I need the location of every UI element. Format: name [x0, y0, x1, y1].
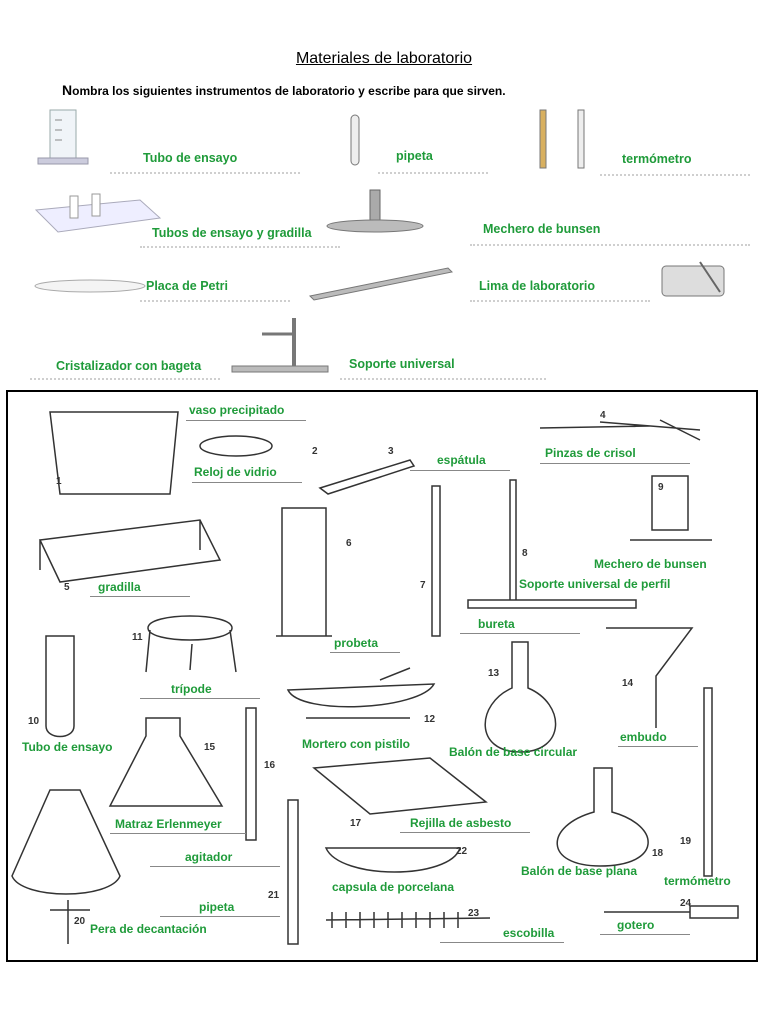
label-balon-plana: Balón de base plana: [521, 864, 638, 878]
label-placa-petri: Placa de Petri: [146, 279, 228, 293]
label-lima: Lima de laboratorio: [479, 279, 595, 293]
label-bureta: bureta: [478, 617, 515, 631]
stirring-rod-drawing: [246, 708, 256, 840]
bunsen-drawing: [630, 476, 712, 540]
test-tube-drawing: [46, 636, 74, 737]
answer-line: [160, 916, 280, 917]
separatory-funnel-drawing: [12, 790, 120, 944]
item-number: 24: [680, 898, 692, 909]
page-title: Materiales de laboratorio: [295, 50, 473, 67]
label-tubos-gradilla: Tubos de ensayo y gradilla: [152, 226, 312, 240]
label-tripode: trípode: [171, 682, 212, 696]
label-termometro: termómetro: [622, 152, 692, 166]
answer-line: [192, 482, 302, 483]
label-cristalizador: Cristalizador con bageta: [56, 359, 202, 373]
item-number: 21: [268, 890, 280, 901]
instruction-text: ombra los siguientes instrumentos de laboratorio y escribe para que sirven.: [72, 84, 506, 98]
answer-line: [150, 866, 280, 867]
crucible-tongs-drawing: [540, 420, 700, 440]
answer-line: [540, 463, 690, 464]
item-number: 13: [488, 668, 500, 679]
item-number: 7: [420, 580, 426, 591]
answer-line: [330, 652, 400, 653]
label-pinzas-crisol: Pinzas de crisol: [545, 446, 636, 460]
item-number: 18: [652, 848, 664, 859]
label-agitador: agitador: [185, 850, 233, 864]
item-number: 1: [56, 476, 62, 487]
answer-line: [140, 698, 260, 699]
item-number: 8: [522, 548, 528, 559]
label-embudo: embudo: [620, 730, 667, 744]
answer-line: [618, 746, 698, 747]
label-espatula: espátula: [437, 453, 486, 467]
beaker-drawing: [50, 412, 178, 494]
item-number: 23: [468, 908, 480, 919]
answer-line: [410, 470, 510, 471]
answer-line: [110, 833, 246, 834]
label-pipeta: pipeta: [199, 900, 235, 914]
flat-flask-drawing: [557, 768, 648, 866]
graduated-cylinder-drawing: [276, 508, 332, 636]
label-probeta: probeta: [334, 636, 379, 650]
label-termometro: termómetro: [664, 874, 731, 888]
label-pera-decantacion: Pera de decantación: [90, 922, 207, 936]
item-number: 10: [28, 716, 40, 727]
item-number: 2: [312, 446, 318, 457]
tripod-drawing: [146, 616, 236, 672]
label-capsula: capsula de porcelana: [332, 880, 455, 894]
item-number: 15: [204, 742, 216, 753]
brush-drawing: [326, 912, 490, 928]
answer-line: [440, 942, 564, 943]
item-number: 20: [74, 916, 86, 927]
answer-line: [90, 596, 190, 597]
label-gotero: gotero: [617, 918, 655, 932]
label-rejilla: Rejilla de asbesto: [410, 816, 512, 830]
label-matraz: Matraz Erlenmeyer: [115, 817, 222, 831]
label-mortero: Mortero con pistilo: [302, 737, 410, 751]
asbestos-grid-drawing: [314, 758, 486, 814]
item-number: 16: [264, 760, 276, 771]
mortar-drawing: [288, 668, 434, 718]
thermometer-drawing: [704, 688, 712, 876]
label-gradilla: gradilla: [98, 580, 141, 594]
item-number: 5: [64, 582, 70, 593]
round-flask-drawing: [485, 642, 555, 752]
label-escobilla: escobilla: [503, 926, 555, 940]
item-number: 4: [600, 410, 606, 421]
rack-drawing: [40, 520, 220, 582]
item-number: 17: [350, 818, 362, 829]
instruction-initial: N: [62, 82, 73, 98]
label-soporte-perfil: Soporte universal de perfil: [519, 577, 671, 591]
answer-line: [460, 633, 580, 634]
watch-glass-drawing: [200, 436, 272, 456]
item-number: 11: [132, 632, 143, 643]
item-number: 14: [622, 678, 634, 689]
pipette-drawing: [288, 800, 298, 944]
answer-line: [186, 420, 306, 421]
funnel-drawing: [606, 628, 692, 728]
item-number: 12: [424, 714, 436, 725]
answer-line: [600, 934, 690, 935]
dropper-drawing: [604, 906, 738, 918]
label-vaso-precipitado: vaso precipitado: [189, 403, 285, 417]
item-number: 19: [680, 836, 692, 847]
label-mechero: Mechero de bunsen: [483, 222, 601, 236]
item-number: 22: [456, 846, 468, 857]
label-mechero-bunsen: Mechero de bunsen: [594, 557, 707, 571]
label-tubo-ensayo: Tubo de ensayo: [143, 151, 238, 165]
label-balon-circular: Balón de base circular: [449, 745, 578, 759]
label-soporte: Soporte universal: [349, 357, 455, 371]
label-reloj-vidrio: Reloj de vidrio: [194, 465, 277, 479]
answer-line: [400, 832, 530, 833]
burette-drawing: [432, 486, 440, 636]
erlenmeyer-drawing: [110, 718, 222, 806]
item-number: 6: [346, 538, 352, 549]
label-tubo-ensayo: Tubo de ensayo: [22, 740, 113, 754]
item-number: 9: [658, 482, 664, 493]
item-number: 3: [388, 446, 394, 457]
label-pipeta: pipeta: [396, 149, 433, 163]
spatula-drawing: [320, 460, 414, 494]
evaporating-dish-drawing: [326, 848, 460, 872]
